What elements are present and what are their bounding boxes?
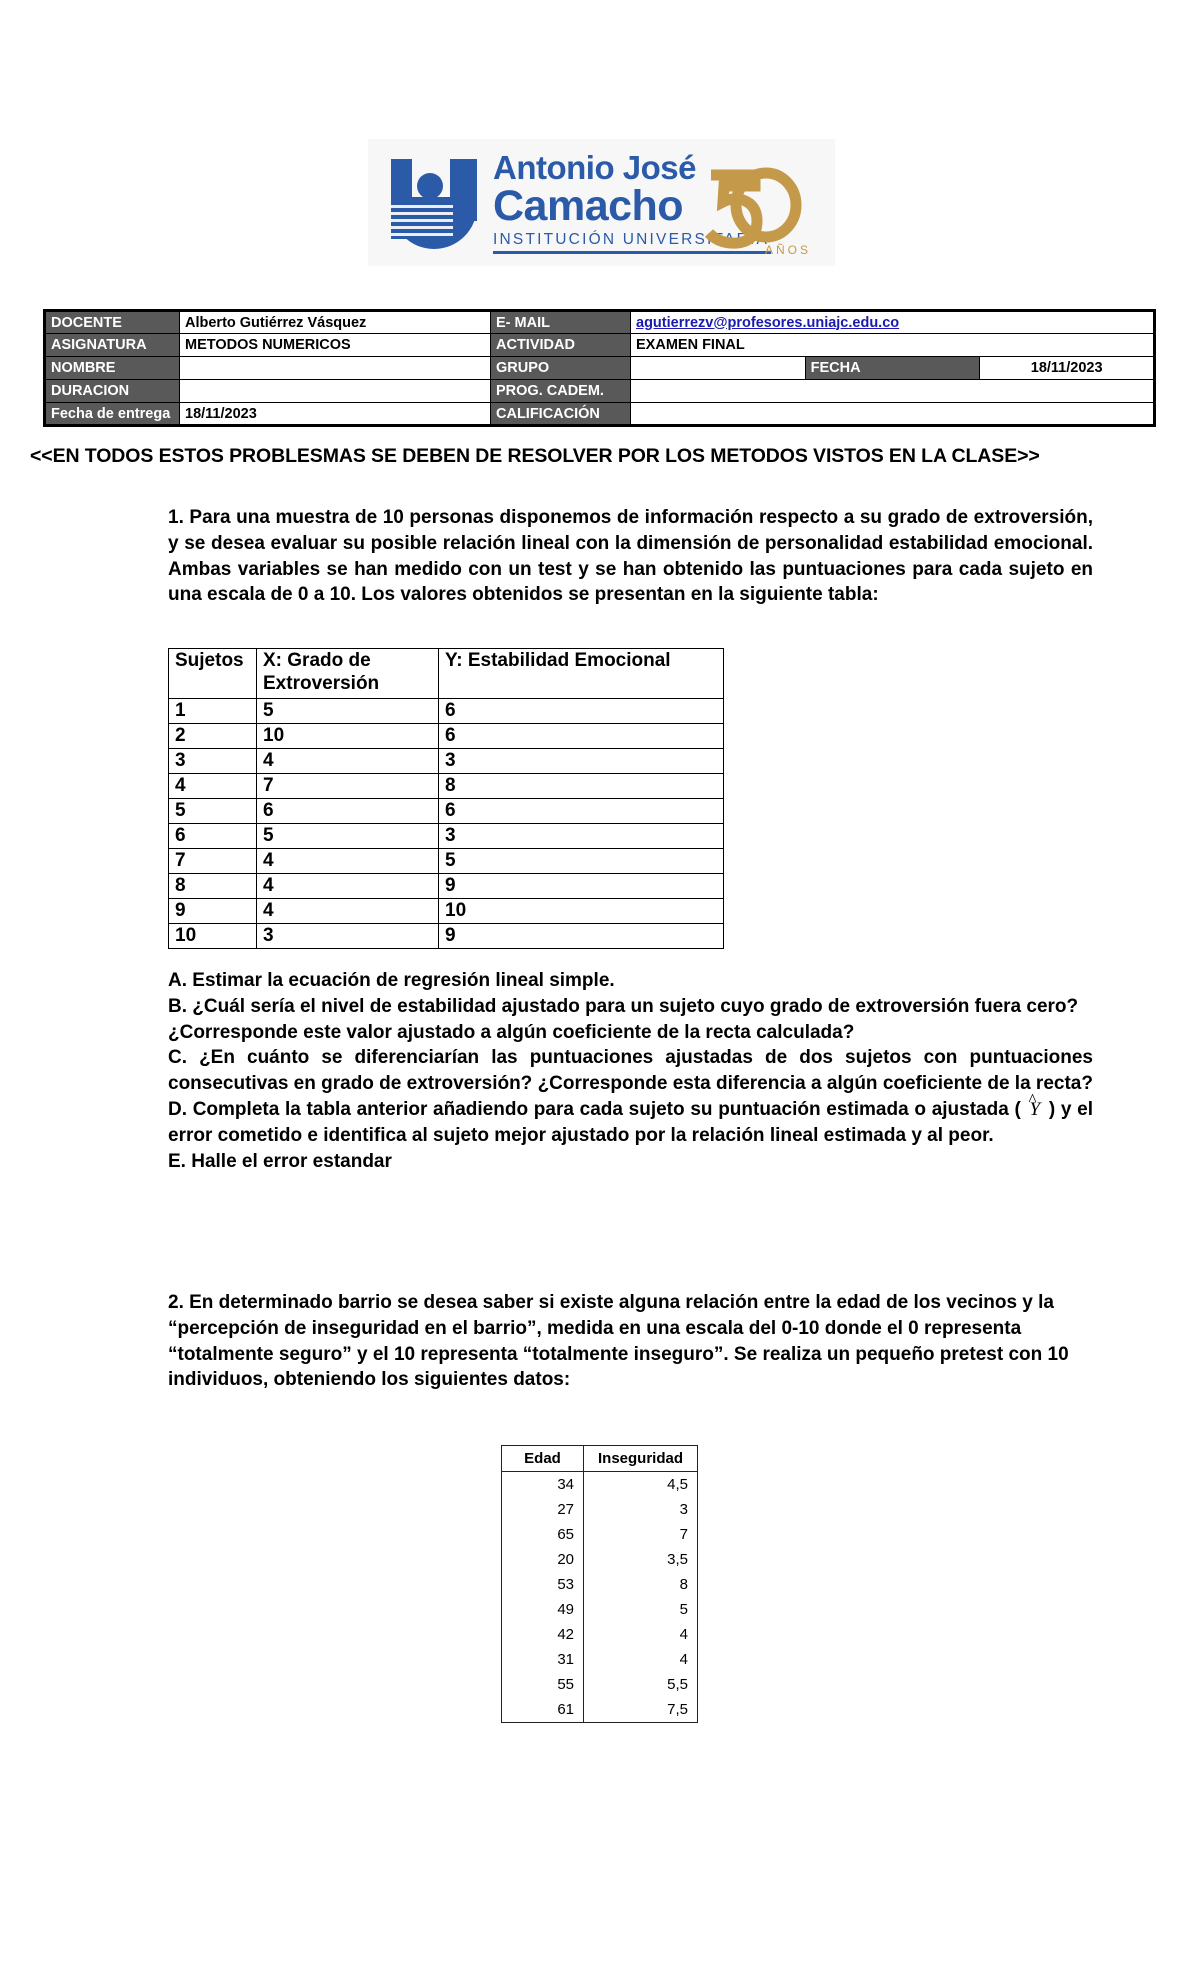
cell-inseguridad: 8 bbox=[679, 1576, 688, 1593]
label-docente: DOCENTE bbox=[45, 311, 180, 334]
cell-inseguridad: 4 bbox=[679, 1651, 688, 1668]
cell-sujeto: 3 bbox=[169, 749, 257, 774]
col-header-y-estabilidad: Y: Estabilidad Emocional bbox=[439, 649, 724, 699]
cell-edad: 53 bbox=[502, 1572, 584, 1597]
problem-1-data-table bbox=[168, 648, 724, 949]
col-header-sujetos: Sujetos bbox=[169, 649, 257, 699]
col-header-edad: Edad bbox=[502, 1446, 584, 1472]
cell-x: 4 bbox=[257, 874, 439, 899]
value-docente: Alberto Gutiérrez Vásquez bbox=[180, 311, 491, 334]
cell-x: 4 bbox=[257, 749, 439, 774]
cell-y: 5 bbox=[439, 849, 724, 874]
label-actividad: ACTIVIDAD bbox=[491, 334, 631, 357]
cell-sujeto: 4 bbox=[169, 774, 257, 799]
table-row bbox=[502, 1472, 698, 1498]
cell-y: 6 bbox=[439, 699, 724, 724]
cell-y: 6 bbox=[439, 799, 724, 824]
table-row bbox=[502, 1697, 698, 1723]
table-row bbox=[502, 1522, 698, 1547]
cell-y: 6 bbox=[439, 724, 724, 749]
cell-x: 5 bbox=[257, 824, 439, 849]
cell-sujeto: 5 bbox=[169, 799, 257, 824]
problem-2-statement: 2. En determinado barrio se desea saber si existe alguna relación entre la edad de los vecinos y la “percepción de inseguridad en el barrio”, medida en una escala del 0-10 donde el 0 representa “totalmente seguro” y el 10 representa “totalmente inseguro”. Se realiza un pequeño pretest con 10 individuos, obteniendo los siguientes datos: bbox=[168, 1292, 1069, 1391]
anniversary-word: AÑOS bbox=[764, 243, 811, 257]
cell-edad: 20 bbox=[502, 1547, 584, 1572]
cell-edad: 49 bbox=[502, 1597, 584, 1622]
problem-1-statement: 1. Para una muestra de 10 personas disponemos de información respecto a su grado de extroversión, y se desea evaluar su posible relación lineal con la dimensión de personalidad estabilidad emocional. Ambas variables se han medido con un test y se han obtenido las puntuaciones para cada sujeto en una escala de 0 a 10. Los valores obtenidos se presentan en la siguiente tabla: bbox=[168, 507, 1093, 606]
cell-edad: 65 bbox=[502, 1522, 584, 1547]
value-fecha: 18/11/2023 bbox=[980, 357, 1155, 380]
value-prog-cadem[interactable] bbox=[631, 380, 1155, 403]
cell-sujeto: 10 bbox=[169, 924, 257, 949]
institution-logo bbox=[368, 139, 835, 266]
value-fecha-entrega: 18/11/2023 bbox=[180, 403, 491, 426]
table-row bbox=[169, 724, 724, 749]
question-e: E. Halle el error estandar bbox=[168, 1150, 392, 1172]
question-c: C. ¿En cuánto se diferenciarían las puntuaciones ajustadas de dos sujetos con puntuaciones consecutivas en grado de extroversión? ¿Corresponde esta diferencia a algún coeficiente de la recta? bbox=[168, 1047, 1093, 1095]
cell-x: 7 bbox=[257, 774, 439, 799]
table-row bbox=[502, 1647, 698, 1672]
table-row bbox=[45, 403, 1155, 426]
label-prog-cadem: PROG. CADEM. bbox=[491, 380, 631, 403]
cell-y: 3 bbox=[439, 824, 724, 849]
cell-edad: 34 bbox=[502, 1472, 584, 1498]
cell-inseguridad: 4,5 bbox=[667, 1476, 688, 1493]
value-email bbox=[631, 311, 1155, 334]
label-asignatura: ASIGNATURA bbox=[45, 334, 180, 357]
cell-edad: 55 bbox=[502, 1672, 584, 1697]
col-header-inseguridad: Inseguridad bbox=[584, 1446, 698, 1472]
table-row bbox=[502, 1497, 698, 1522]
question-d-part-2: ) y el error cometido e identifica al sujeto mejor ajustado por la relación lineal estimada y al peor. bbox=[168, 1099, 1094, 1146]
value-duracion[interactable] bbox=[180, 380, 491, 403]
value-asignatura: METODOS NUMERICOS bbox=[180, 334, 491, 357]
cell-inseguridad: 3 bbox=[679, 1501, 688, 1518]
uniajc-mark-icon bbox=[385, 155, 483, 251]
cell-sujeto: 1 bbox=[169, 699, 257, 724]
instructions-note: <<EN TODOS ESTOS PROBLESMAS SE DEBEN DE RESOLVER POR LOS METODOS VISTOS EN LA CLASE>> bbox=[30, 445, 1040, 467]
table-row bbox=[169, 799, 724, 824]
question-a: A. Estimar la ecuación de regresión lineal simple. bbox=[168, 970, 615, 991]
question-d-part-1: D. Completa la tabla anterior añadiendo para cada sujeto su puntuación estimada o ajustada ( bbox=[168, 1099, 1027, 1121]
cell-sujeto: 8 bbox=[169, 874, 257, 899]
cell-inseguridad: 5 bbox=[679, 1601, 688, 1618]
problem-1-questions bbox=[168, 968, 1093, 1175]
label-email: E- MAIL bbox=[491, 311, 631, 334]
table-row bbox=[45, 380, 1155, 403]
table-row bbox=[169, 924, 724, 949]
cell-x: 6 bbox=[257, 799, 439, 824]
question-d bbox=[168, 1097, 1093, 1149]
cell-sujeto: 7 bbox=[169, 849, 257, 874]
cell-x: 4 bbox=[257, 899, 439, 924]
cell-y: 9 bbox=[439, 924, 724, 949]
cell-x: 3 bbox=[257, 924, 439, 949]
anniversary-50-icon bbox=[693, 155, 813, 255]
cell-edad: 61 bbox=[502, 1697, 584, 1723]
exam-header-table bbox=[43, 309, 1156, 427]
table-header-row bbox=[502, 1446, 698, 1472]
table-row bbox=[169, 849, 724, 874]
cell-edad: 42 bbox=[502, 1622, 584, 1647]
y-hat-symbol: Y ^ bbox=[1027, 1099, 1044, 1120]
table-row bbox=[169, 824, 724, 849]
col-header-x-extroversion: X: Grado de Extroversión bbox=[257, 649, 439, 699]
table-row bbox=[169, 899, 724, 924]
table-row bbox=[169, 749, 724, 774]
table-header-row bbox=[169, 649, 724, 699]
value-actividad: EXAMEN FINAL bbox=[631, 334, 1155, 357]
cell-inseguridad: 3,5 bbox=[667, 1551, 688, 1568]
cell-inseguridad: 4 bbox=[679, 1626, 688, 1643]
table-row bbox=[502, 1672, 698, 1697]
cell-inseguridad: 7 bbox=[679, 1526, 688, 1543]
table-row bbox=[45, 311, 1155, 334]
question-b: B. ¿Cuál sería el nivel de estabilidad ajustado para un sujeto cuyo grado de extroversión fuera cero? ¿Corresponde este valor ajustado a algún coeficiente de la recta calculada? bbox=[168, 995, 1079, 1043]
table-row bbox=[169, 874, 724, 899]
cell-y: 10 bbox=[439, 899, 724, 924]
email-link[interactable]: agutierrezv@profesores.uniajc.edu.co bbox=[636, 314, 900, 331]
cell-x: 4 bbox=[257, 849, 439, 874]
cell-sujeto: 2 bbox=[169, 724, 257, 749]
cell-x: 5 bbox=[257, 699, 439, 724]
label-nombre: NOMBRE bbox=[45, 357, 180, 380]
cell-y: 3 bbox=[439, 749, 724, 774]
cell-y: 9 bbox=[439, 874, 724, 899]
cell-inseguridad: 5,5 bbox=[667, 1676, 688, 1693]
value-nombre[interactable] bbox=[180, 357, 491, 380]
table-row bbox=[169, 699, 724, 724]
cell-sujeto: 6 bbox=[169, 824, 257, 849]
logo-line-2: Camacho bbox=[493, 182, 684, 231]
logo-line-3: INSTITUCIÓN UNIVERSITARIA bbox=[493, 232, 771, 254]
label-grupo: GRUPO bbox=[491, 357, 631, 380]
value-grupo[interactable] bbox=[631, 357, 806, 380]
label-calificacion: CALIFICACIÓN bbox=[491, 403, 631, 426]
logo-line-1: Antonio José bbox=[493, 149, 697, 187]
table-row bbox=[45, 334, 1155, 357]
table-row bbox=[502, 1572, 698, 1597]
table-row bbox=[45, 357, 1155, 380]
value-calificacion[interactable] bbox=[631, 403, 1155, 426]
cell-sujeto: 9 bbox=[169, 899, 257, 924]
label-duracion: DURACION bbox=[45, 380, 180, 403]
table-row bbox=[502, 1597, 698, 1622]
problem-2-data-table bbox=[501, 1445, 698, 1723]
cell-y: 8 bbox=[439, 774, 724, 799]
label-fecha-entrega: Fecha de entrega bbox=[45, 403, 180, 426]
table-row bbox=[502, 1547, 698, 1572]
cell-x: 10 bbox=[257, 724, 439, 749]
table-row bbox=[169, 774, 724, 799]
cell-edad: 31 bbox=[502, 1647, 584, 1672]
cell-edad: 27 bbox=[502, 1497, 584, 1522]
cell-inseguridad: 7,5 bbox=[667, 1701, 688, 1718]
label-fecha: FECHA bbox=[805, 357, 980, 380]
table-row bbox=[502, 1622, 698, 1647]
